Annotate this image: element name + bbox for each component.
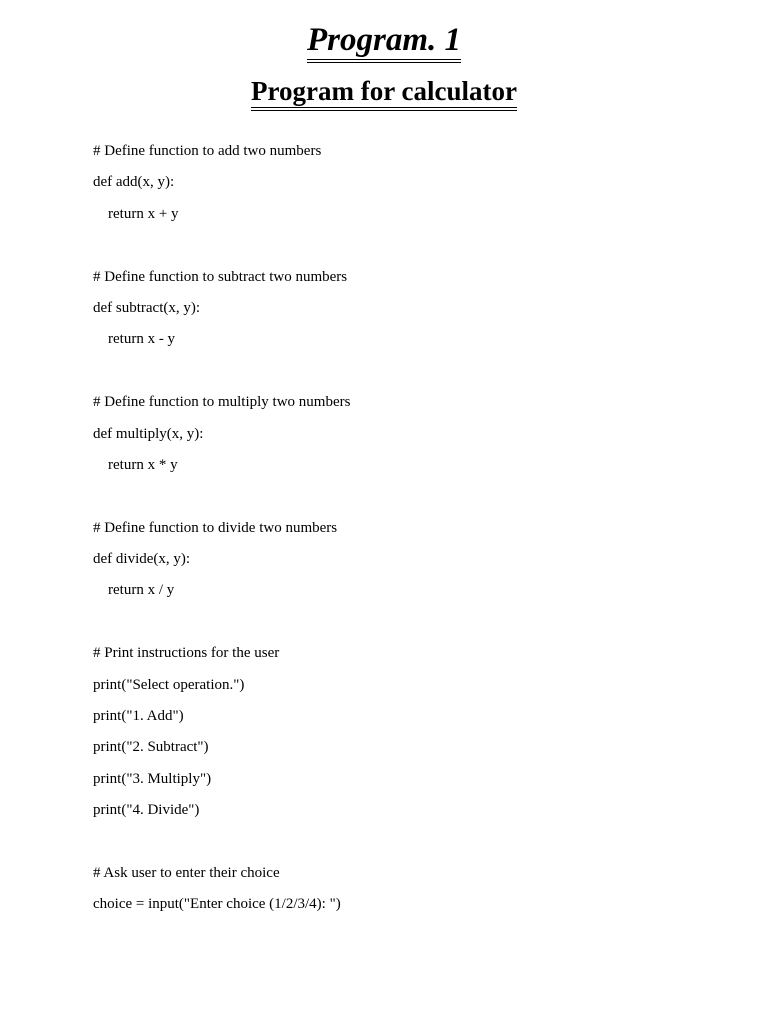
code-line: def multiply(x, y): bbox=[93, 425, 204, 442]
code-line: # Define function to divide two numbers bbox=[93, 519, 338, 536]
code-line: print("4. Divide") bbox=[93, 802, 200, 819]
code-line: return x * y bbox=[108, 456, 178, 473]
blank-line bbox=[93, 611, 733, 642]
code-line: print("2. Subtract") bbox=[93, 739, 209, 756]
blank-line bbox=[93, 234, 733, 265]
page-title-text: Program. 1 bbox=[307, 24, 461, 63]
page-title bbox=[0, 22, 768, 63]
code-line: def divide(x, y): bbox=[93, 551, 191, 568]
blank-line bbox=[93, 360, 733, 391]
code-line: # Define function to multiply two numbers bbox=[93, 394, 351, 411]
code-line: # Ask user to enter their choice bbox=[93, 864, 280, 881]
code-line: def subtract(x, y): bbox=[93, 299, 201, 316]
code-line: # Define function to subtract two numbers bbox=[93, 268, 348, 285]
blank-line bbox=[93, 831, 733, 862]
code-line: def add(x, y): bbox=[93, 174, 175, 191]
code-line: # Print instructions for the user bbox=[93, 645, 280, 662]
code-line: return x / y bbox=[108, 582, 175, 599]
code-line: return x + y bbox=[108, 205, 179, 222]
code-line: choice = input("Enter choice (1/2/3/4): ") bbox=[93, 896, 341, 913]
page-subtitle bbox=[0, 76, 768, 111]
code-block bbox=[93, 140, 733, 925]
blank-line bbox=[93, 485, 733, 516]
page-subtitle-text: Program for calculator bbox=[251, 78, 517, 111]
code-line: print("1. Add") bbox=[93, 708, 184, 725]
code-line: print("3. Multiply") bbox=[93, 770, 212, 787]
code-line: print("Select operation.") bbox=[93, 676, 245, 693]
code-line: # Define function to add two numbers bbox=[93, 143, 322, 159]
code-line: return x - y bbox=[108, 331, 176, 348]
